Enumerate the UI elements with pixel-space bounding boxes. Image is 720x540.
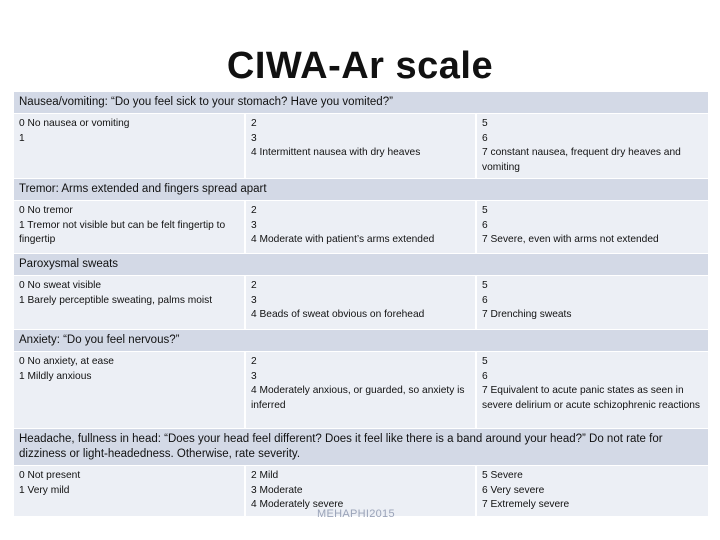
- section-header-headache: Headache, fullness in head: “Does your head feel different? Does it feel like there is a band around your head?” Do not rate for dizziness or light-headedness. Otherwise, rate severity.: [14, 428, 708, 465]
- score-cell-mid: 2 3 4 Intermittent nausea with dry heaves: [246, 114, 477, 178]
- score-cell-high: 5 Severe 6 Very severe 7 Extremely severe: [482, 470, 570, 510]
- score-cell-high: 5 6 7 Drenching sweats: [482, 280, 572, 320]
- ciwa-scale-table: [14, 91, 708, 516]
- section-header-tremor: Tremor: Arms extended and fingers spread apart: [14, 178, 708, 200]
- score-cell-high: 5 6 7 constant nausea, frequent dry heaves and vomiting: [482, 118, 681, 173]
- section-header-anxiety: Anxiety: “Do you feel nervous?”: [14, 329, 708, 351]
- table-row: [14, 275, 708, 329]
- score-cell-low: 0 No tremor 1 Tremor not visible but can be felt fingertip to fingertip: [14, 201, 246, 253]
- score-cell-low: 0 Not present 1 Very mild: [14, 466, 246, 516]
- score-cell-low: 0 No anxiety, at ease 1 Mildly anxious: [14, 352, 246, 428]
- score-cell-mid: 2 3 4 Beads of sweat obvious on forehead: [246, 276, 477, 329]
- table-row: [14, 200, 708, 253]
- score-cell-high: 5 6 7 Severe, even with arms not extended: [482, 205, 659, 245]
- table-row: [14, 113, 708, 178]
- page-title: CIWA-Ar scale: [226, 45, 494, 87]
- table-row: [14, 351, 708, 428]
- score-cell-high: 5 6 7 Equivalent to acute panic states as seen in severe delirium or acute schizophrenic reactions: [482, 356, 701, 411]
- score-cell-mid: 2 Mild 3 Moderate 4 Moderately severe: [246, 466, 477, 516]
- section-header-sweats: Paroxysmal sweats: [14, 253, 708, 275]
- section-header-nausea: Nausea/vomiting: “Do you feel sick to your stomach? Have you vomited?”: [14, 91, 708, 113]
- score-cell-mid: 2 3 4 Moderately anxious, or guarded, so anxiety is inferred: [246, 352, 477, 428]
- score-cell-low: 0 No sweat visible 1 Barely perceptible sweating, palms moist: [14, 276, 246, 329]
- footer-watermark: MEHAPHI2015: [317, 508, 395, 520]
- score-cell-mid: 2 3 4 Moderate with patient’s arms extended: [246, 201, 477, 253]
- score-cell-low: 0 No nausea or vomiting 1: [14, 114, 246, 178]
